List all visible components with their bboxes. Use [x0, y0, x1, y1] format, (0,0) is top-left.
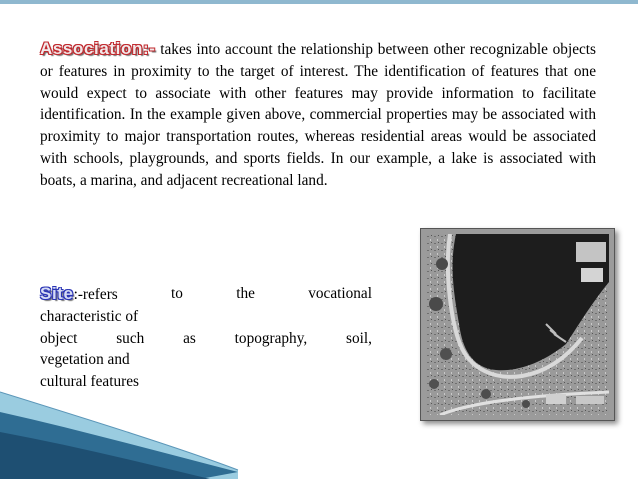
site-line-5: cultural features — [40, 373, 139, 391]
association-text-line: The identification of features that one would expect to associate with — [40, 62, 596, 102]
association-text-line: adjacent recreational land. — [166, 171, 328, 189]
site-heading: Site — [40, 284, 74, 303]
site-word: to — [171, 285, 183, 302]
site-line-4: vegetation and — [40, 351, 130, 369]
site-line-2: characteristic of — [40, 307, 139, 325]
site-word: vocational — [308, 285, 372, 302]
site-word: :-refers — [73, 286, 118, 303]
association-text-line: fields. In our example, a lake is associated with boats, a marina, and — [40, 149, 597, 189]
site-word: object — [40, 329, 78, 347]
site-word: the — [236, 285, 255, 302]
association-heading: Association:- — [40, 39, 156, 58]
association-text-line: with proximity to major transportation routes, whereas residential — [40, 106, 597, 146]
association-text-line: recognizable objects or features in proximity to the target of interest. — [40, 41, 596, 80]
site-word: topography, — [234, 329, 308, 347]
site-word: as — [183, 329, 196, 347]
site-word: soil, — [346, 329, 372, 347]
association-text-line: the example given above, commercial properties may be associated — [147, 106, 565, 124]
association-text-line: other features may provide information to facilitate identification. In — [40, 84, 597, 124]
association-text-line: areas would be associated with schools, playgrounds, and sports — [40, 128, 596, 167]
association-text-line: takes into account the relationship between other — [155, 41, 465, 58]
site-word: such — [116, 329, 145, 347]
